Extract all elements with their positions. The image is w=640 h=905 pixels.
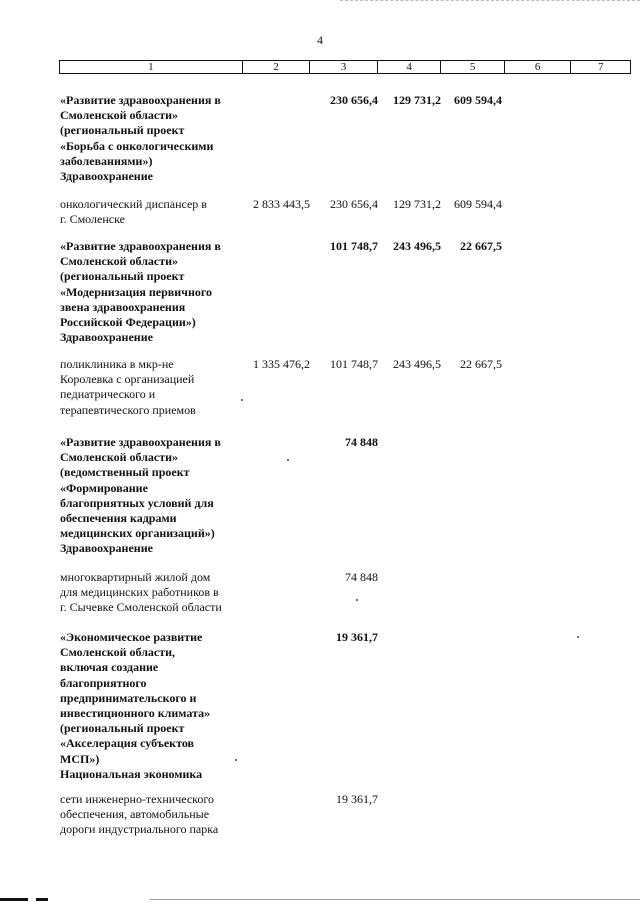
cell-column-5: 609 594,4 bbox=[454, 197, 502, 211]
row-label-line: «Развитие здравоохранения в bbox=[60, 93, 221, 107]
column-header-7: 7 bbox=[597, 61, 604, 73]
cell-column-4: 129 731,2 bbox=[393, 93, 441, 107]
row-label-line: г. Сычевке Смоленской области bbox=[60, 600, 222, 615]
column-header-5: 5 bbox=[441, 61, 505, 73]
row-label-line: обеспечения, автомобильные bbox=[60, 807, 210, 822]
row-label bbox=[60, 357, 250, 418]
page-number: 4 bbox=[317, 33, 323, 47]
column-header-row bbox=[59, 60, 631, 74]
scan-speck bbox=[287, 459, 289, 461]
row-label-line: «Акселерация субъектов bbox=[60, 736, 194, 751]
row-section-name: Здравоохранение bbox=[60, 169, 153, 184]
scan-speck bbox=[241, 399, 243, 401]
row-label-line: дороги индустриального парка bbox=[60, 822, 219, 837]
row-label-line: обеспечения кадрами bbox=[60, 511, 177, 526]
row-section-name: Здравоохранение bbox=[60, 541, 153, 556]
row-label-line: «Формирование bbox=[60, 480, 148, 495]
scan-edge-bottom bbox=[0, 898, 640, 902]
row-label-line: (региональный проект bbox=[60, 269, 185, 284]
row-label-line: онкологический диспансер в bbox=[60, 197, 207, 211]
row-section-name: Национальная экономика bbox=[60, 766, 203, 781]
column-header-2: 2 bbox=[243, 61, 311, 73]
row-label bbox=[60, 570, 250, 616]
scan-speck bbox=[235, 759, 237, 761]
cell-column-2: 1 335 476,2 bbox=[253, 357, 310, 371]
row-label bbox=[60, 630, 250, 782]
cell-column-3: 19 361,7 bbox=[336, 630, 378, 644]
row-label-line: «Развитие здравоохранения в bbox=[60, 239, 221, 253]
row-label bbox=[60, 435, 250, 557]
row-label bbox=[60, 239, 250, 345]
row-label-line: «Экономическое развитие bbox=[60, 630, 203, 644]
cell-column-5: 609 594,4 bbox=[454, 93, 502, 107]
row-label-line: Смоленской области» bbox=[60, 254, 179, 269]
cell-column-3: 230 656,4 bbox=[330, 197, 378, 211]
cell-column-5: 22 667,5 bbox=[460, 357, 502, 371]
row-label-line: благоприятного bbox=[60, 675, 147, 690]
cell-column-5: 22 667,5 bbox=[460, 239, 502, 253]
column-header-4: 4 bbox=[378, 61, 442, 73]
cell-column-4: 243 496,5 bbox=[393, 239, 441, 253]
row-label-line: «Модернизация первичного bbox=[60, 284, 213, 299]
cell-column-3: 230 656,4 bbox=[330, 93, 378, 107]
row-label-line: терапевтического приемов bbox=[60, 402, 196, 417]
row-label-line: заболеваниями») bbox=[60, 153, 153, 168]
row-label-line: Российской Федерации») bbox=[60, 315, 196, 330]
row-label-line: МСП») bbox=[60, 751, 100, 766]
column-header-1: 1 bbox=[60, 61, 243, 73]
row-label-line: Королевка с организацией bbox=[60, 372, 195, 387]
cell-column-3: 101 748,7 bbox=[330, 239, 378, 253]
cell-column-4: 129 731,2 bbox=[393, 197, 441, 211]
row-label-line: инвестиционного климата» bbox=[60, 706, 211, 721]
row-label bbox=[60, 93, 250, 184]
row-label-line: Смоленской области» bbox=[60, 108, 179, 123]
cell-column-3: 74 848 bbox=[345, 435, 378, 449]
column-header-3: 3 bbox=[310, 61, 378, 73]
column-header-6: 6 bbox=[505, 61, 572, 73]
row-label-line: звена здравоохранения bbox=[60, 299, 186, 314]
cell-column-3: 101 748,7 bbox=[330, 357, 378, 371]
row-label-line: включая создание bbox=[60, 660, 159, 675]
row-label-line: (ведомственный проект bbox=[60, 465, 190, 480]
scan-edge-top bbox=[340, 0, 640, 3]
row-label-line: г. Смоленске bbox=[60, 212, 125, 227]
row-section-name: Здравоохранение bbox=[60, 330, 153, 345]
row-label-line: поликлиника в мкр-не bbox=[60, 357, 174, 371]
row-label-line: предпринимательского и bbox=[60, 690, 197, 705]
row-label-line: (региональный проект bbox=[60, 721, 185, 736]
row-label-line: (региональный проект bbox=[60, 123, 185, 138]
cell-column-3: 19 361,7 bbox=[336, 792, 378, 806]
row-label-line: многоквартирный жилой дом bbox=[60, 570, 211, 584]
cell-column-2: 2 833 443,5 bbox=[253, 197, 310, 211]
scan-speck bbox=[577, 636, 579, 638]
row-label-line: «Борьба с онкологическими bbox=[60, 138, 214, 153]
row-label-line: благоприятных условий для bbox=[60, 495, 214, 510]
row-label-line: педиатрического и bbox=[60, 387, 156, 402]
row-label-line: медицинских организаций») bbox=[60, 526, 215, 541]
row-label bbox=[60, 197, 250, 227]
row-label-line: сети инженерно-технического bbox=[60, 792, 215, 806]
row-label-line: Смоленской области» bbox=[60, 450, 179, 465]
row-label-line: «Развитие здравоохранения в bbox=[60, 435, 221, 449]
row-label-line: Смоленской области, bbox=[60, 645, 176, 660]
row-label bbox=[60, 792, 250, 838]
cell-column-3: 74 848 bbox=[345, 570, 378, 584]
cell-column-4: 243 496,5 bbox=[393, 357, 441, 371]
scan-speck bbox=[356, 599, 358, 601]
row-label-line: для медицинских работников в bbox=[60, 585, 219, 600]
